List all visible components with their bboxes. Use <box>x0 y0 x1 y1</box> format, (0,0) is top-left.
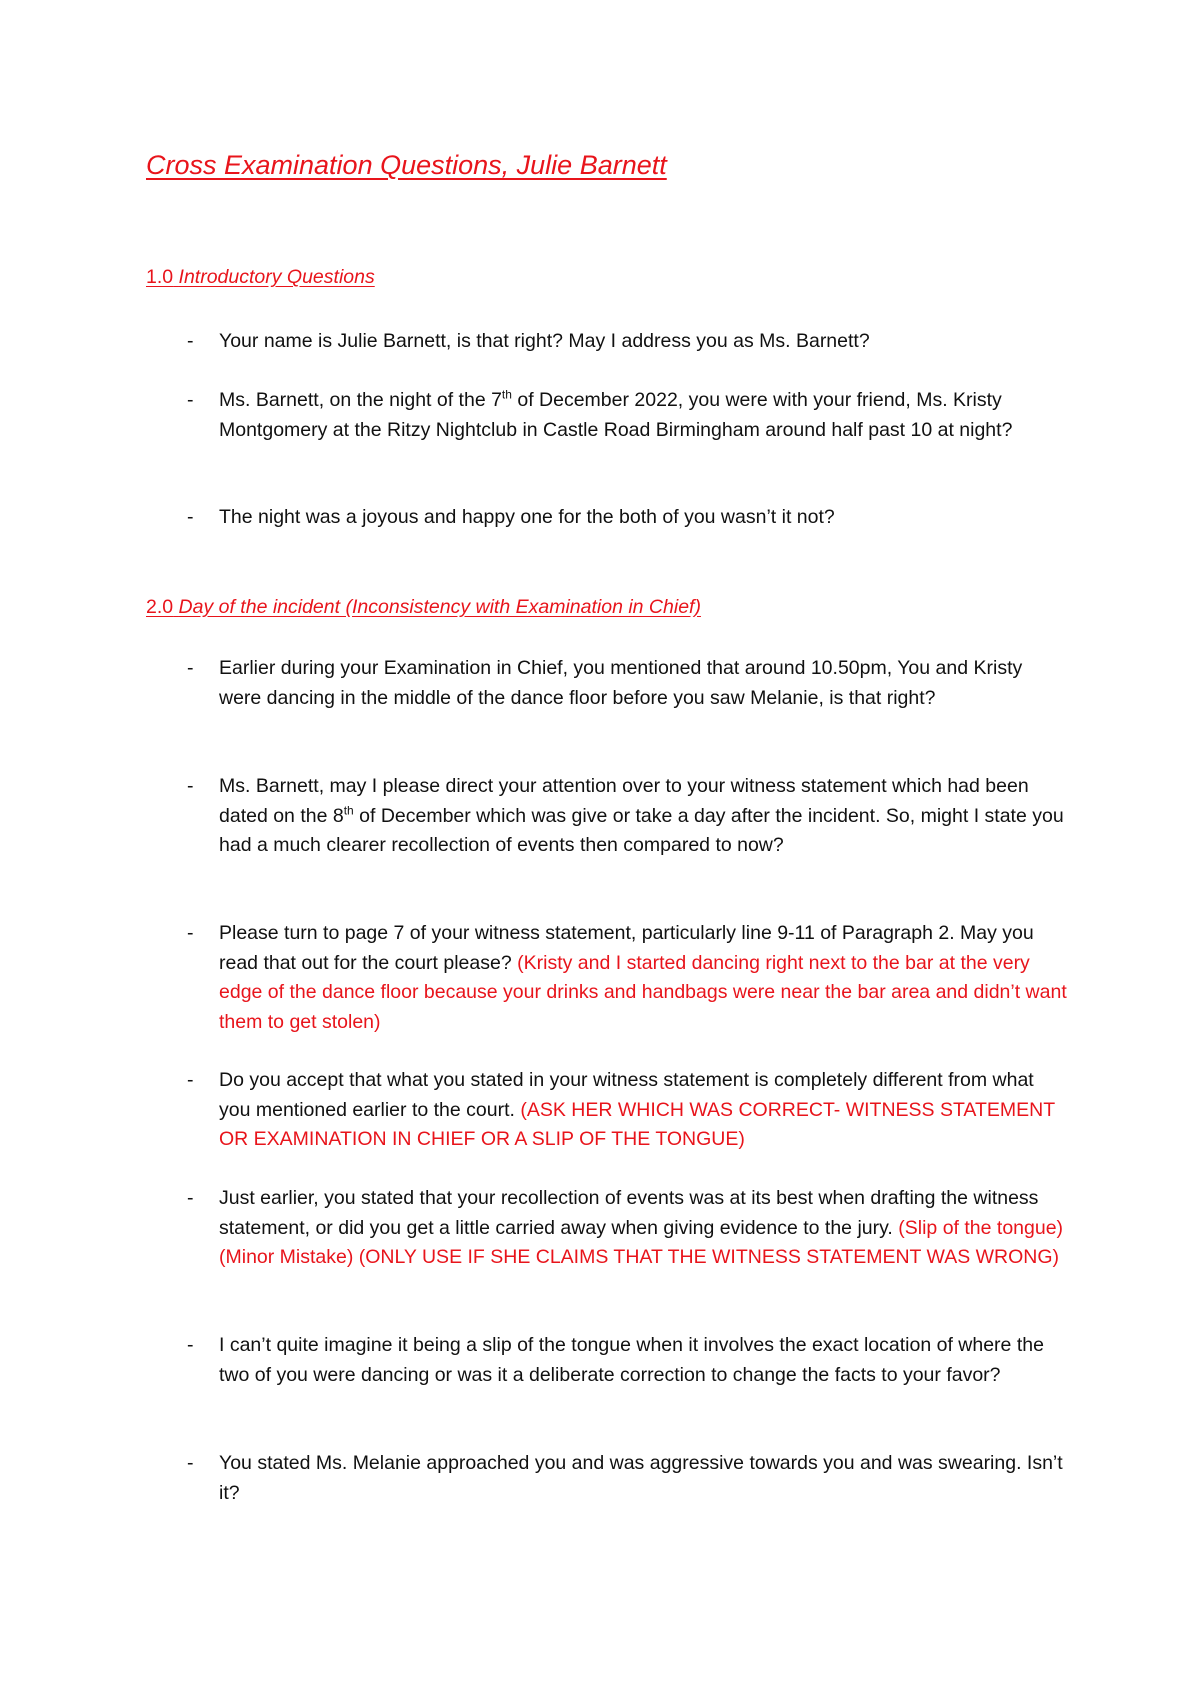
question-item <box>187 1184 1087 1273</box>
section-heading-incident <box>146 596 701 619</box>
question-item <box>187 919 1087 1037</box>
bullet-dash: - <box>187 506 194 528</box>
section-heading-text: Day of the incident (Inconsistency with Examination in Chief) <box>178 596 701 618</box>
question-text: Just earlier, you stated that your recollection of events was at its best when drafting the witness statement, or did you get a little carried away when giving evidence to the jury. (Slip of the tongue) (Minor Mistake) (ONLY USE IF SHE CLAIMS THAT THE WITNESS STATEMENT WAS WRONG) <box>219 1187 1064 1268</box>
bullet-dash: - <box>187 1334 194 1356</box>
document-title: Cross Examination Questions, Julie Barnett <box>146 150 667 180</box>
question-text: Do you accept that what you stated in your witness statement is completely different from what you mentioned earlier to the court. (ASK HER WHICH WAS CORRECT- WITNESS STATEMENT OR EXAMINATION IN CHIEF OR A SLIP OF THE TONGUE) <box>219 1069 1055 1150</box>
question-item <box>187 1331 1087 1390</box>
examiner-note: (Slip of the tongue) (Minor Mistake) (ONLY USE IF SHE CLAIMS THAT THE WITNESS STATEMENT WAS WRONG) <box>219 1216 1064 1268</box>
section-number: 1.0 <box>146 266 174 288</box>
question-text: Please turn to page 7 of your witness statement, particularly line 9-11 of Paragraph 2. May you read that out for the court please? (Kristy and I started dancing right next to the bar at the very edge of the dance floor because your drinks and handbags were near the bar area and didn’t want them to get stolen) <box>219 922 1067 1033</box>
question-item <box>187 327 1087 357</box>
question-item <box>187 654 1087 713</box>
question-text: Ms. Barnett, may I please direct your attention over to your witness statement which had been dated on the 8th of December which was give or take a day after the incident. So, might I state you had a much clearer recollection of events then compared to now? <box>219 775 1064 856</box>
bullet-dash: - <box>187 922 194 944</box>
question-text: I can’t quite imagine it being a slip of the tongue when it involves the exact location of where the two of you were dancing or was it a deliberate correction to change the facts to your favor? <box>219 1334 1044 1386</box>
question-text: Ms. Barnett, on the night of the 7th of December 2022, you were with your friend, Ms. Kristy Montgomery at the Ritzy Nightclub in Castle Road Birmingham around half past 10 at night? <box>219 387 1013 441</box>
question-item <box>187 1449 1087 1508</box>
question-text: Your name is Julie Barnett, is that right? May I address you as Ms. Barnett? <box>219 330 870 352</box>
bullet-dash: - <box>187 330 194 352</box>
section-heading-introductory <box>146 266 375 289</box>
question-text: The night was a joyous and happy one for the both of you wasn’t it not? <box>219 506 835 528</box>
bullet-dash: - <box>187 775 194 797</box>
section-number: 2.0 <box>146 596 174 618</box>
bullet-dash: - <box>187 1187 194 1209</box>
question-item <box>187 503 1087 533</box>
question-item <box>187 386 1087 445</box>
examiner-note: (Kristy and I started dancing right next to the bar at the very edge of the dance floor because your drinks and handbags were near the bar area and didn’t want them to get stolen) <box>219 951 1067 1033</box>
bullet-dash: - <box>187 1069 194 1091</box>
question-item <box>187 772 1087 861</box>
bullet-dash: - <box>187 389 194 411</box>
question-text: You stated Ms. Melanie approached you and was aggressive towards you and was swearing. Isn’t it? <box>219 1452 1063 1504</box>
question-text: Earlier during your Examination in Chief, you mentioned that around 10.50pm, You and Kristy were dancing in the middle of the dance floor before you saw Melanie, is that right? <box>219 657 1023 709</box>
question-item <box>187 1066 1087 1155</box>
examiner-note: (ASK HER WHICH WAS CORRECT- WITNESS STATEMENT OR EXAMINATION IN CHIEF OR A SLIP OF THE TONGUE) <box>219 1098 1055 1150</box>
bullet-dash: - <box>187 657 194 679</box>
section-heading-text: Introductory Questions <box>178 266 375 288</box>
bullet-dash: - <box>187 1452 194 1474</box>
